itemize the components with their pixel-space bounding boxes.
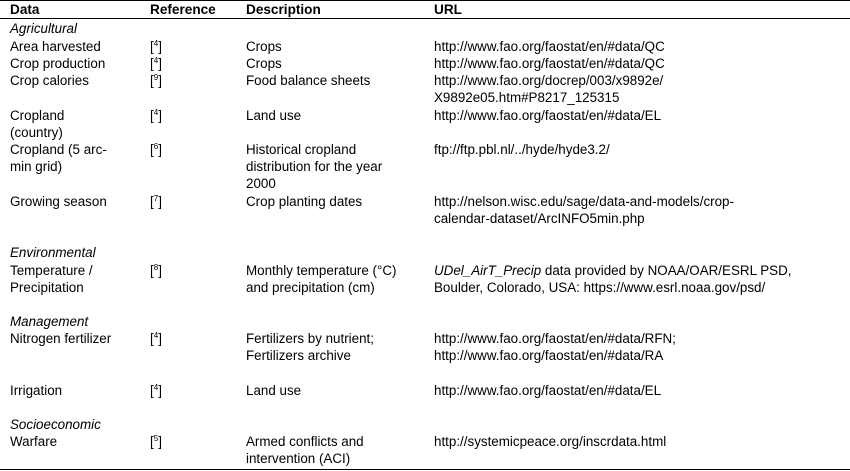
- header-data: Data: [10, 2, 40, 17]
- row-temperature-url-2: Boulder, Colorado, USA: https://www.esrl.noaa.gov/psd/: [434, 280, 766, 295]
- header-reference: Reference: [150, 2, 216, 17]
- row-area-harvested-desc: Crops: [246, 39, 282, 54]
- row-crop-calories-url-1: http://www.fao.org/docrep/003/x9892e/: [434, 73, 664, 88]
- section-socioeconomic: Socioeconomic: [10, 417, 101, 432]
- header-url: URL: [434, 2, 462, 17]
- row-cropland-grid-desc-1: Historical cropland: [246, 142, 357, 157]
- section-environmental: Environmental: [10, 245, 96, 260]
- row-cropland-country-data-1: Cropland: [10, 108, 65, 123]
- row-warfare-desc-2: intervention (ACI): [246, 451, 351, 466]
- row-temperature-desc-2: and precipitation (cm): [246, 280, 375, 295]
- row-crop-calories-data: Crop calories: [10, 73, 89, 88]
- row-temperature-data-2: Precipitation: [10, 280, 84, 295]
- row-irrigation-url: http://www.fao.org/faostat/en/#data/EL: [434, 383, 662, 398]
- row-crop-production-data: Crop production: [10, 56, 106, 71]
- row-area-harvested-data: Area harvested: [10, 39, 101, 54]
- row-growing-season-url-2: calendar-dataset/ArcINFO5min.php: [434, 211, 645, 226]
- row-warfare-desc-1: Armed conflicts and: [246, 434, 364, 449]
- row-crop-calories-url-2: X9892e05.htm#P8217_125315: [434, 90, 620, 105]
- row-nitrogen-desc-1: Fertilizers by nutrient;: [246, 331, 374, 346]
- row-temperature-ref: [$^8$]: [150, 263, 162, 278]
- row-cropland-grid-data-2: min grid): [10, 159, 63, 174]
- row-temperature-url-1: UDel_AirT_Precip data provided by NOAA/OAR/ESRL PSD,: [434, 263, 792, 278]
- row-cropland-country-ref: [$^4$]: [150, 108, 162, 123]
- row-cropland-grid-desc-2: distribution for the year: [246, 159, 383, 174]
- table-header-rule: [0, 18, 850, 19]
- table-bottom-rule: [0, 469, 850, 470]
- row-cropland-grid-ref: [$^6$]: [150, 142, 162, 157]
- row-cropland-country-url: http://www.fao.org/faostat/en/#data/EL: [434, 108, 662, 123]
- row-crop-calories-desc: Food balance sheets: [246, 73, 371, 88]
- row-growing-season-ref: [$^7$]: [150, 194, 162, 209]
- row-cropland-grid-url: ftp://ftp.pbl.nl/../hyde/hyde3.2/: [434, 142, 610, 157]
- row-nitrogen-url-2: http://www.fao.org/faostat/en/#data/RA: [434, 348, 664, 363]
- row-cropland-grid-data-1: Cropland (5 arc-: [10, 142, 107, 157]
- row-cropland-country-data-2: (country): [10, 125, 63, 140]
- row-cropland-country-desc: Land use: [246, 108, 302, 123]
- row-warfare-url: http://systemicpeace.org/inscrdata.html: [434, 434, 667, 449]
- row-temperature-data-1: Temperature /: [10, 263, 93, 278]
- section-agricultural: Agricultural: [10, 21, 77, 36]
- row-crop-production-url: http://www.fao.org/faostat/en/#data/QC: [434, 56, 665, 71]
- row-growing-season-desc: Crop planting dates: [246, 194, 363, 209]
- row-temperature-desc-1: Monthly temperature (°C): [246, 263, 397, 278]
- row-nitrogen-ref: [$^4$]: [150, 331, 162, 346]
- row-area-harvested-url: http://www.fao.org/faostat/en/#data/QC: [434, 39, 665, 54]
- row-warfare-ref: [$^5$]: [150, 434, 162, 449]
- header-description: Description: [246, 2, 321, 17]
- row-warfare-data: Warfare: [10, 434, 58, 449]
- row-irrigation-desc: Land use: [246, 383, 302, 398]
- row-nitrogen-desc-2: Fertilizers archive: [246, 348, 351, 363]
- row-growing-season-data: Growing season: [10, 194, 107, 209]
- row-nitrogen-url-1: http://www.fao.org/faostat/en/#data/RFN;: [434, 331, 676, 346]
- row-irrigation-data: Irrigation: [10, 383, 63, 398]
- row-nitrogen-data: Nitrogen fertilizer: [10, 331, 112, 346]
- row-crop-production-desc: Crops: [246, 56, 282, 71]
- row-crop-production-ref: [$^4$]: [150, 56, 162, 71]
- row-cropland-grid-desc-3: 2000: [246, 176, 276, 191]
- row-growing-season-url-1: http://nelson.wisc.edu/sage/data-and-models/crop-: [434, 194, 734, 209]
- table-top-rule: [0, 0, 850, 1]
- row-crop-calories-ref: [$^9$]: [150, 73, 162, 88]
- row-area-harvested-ref: [$^4$]: [150, 39, 162, 54]
- row-irrigation-ref: [$^4$]: [150, 383, 162, 398]
- section-management: Management: [10, 314, 89, 329]
